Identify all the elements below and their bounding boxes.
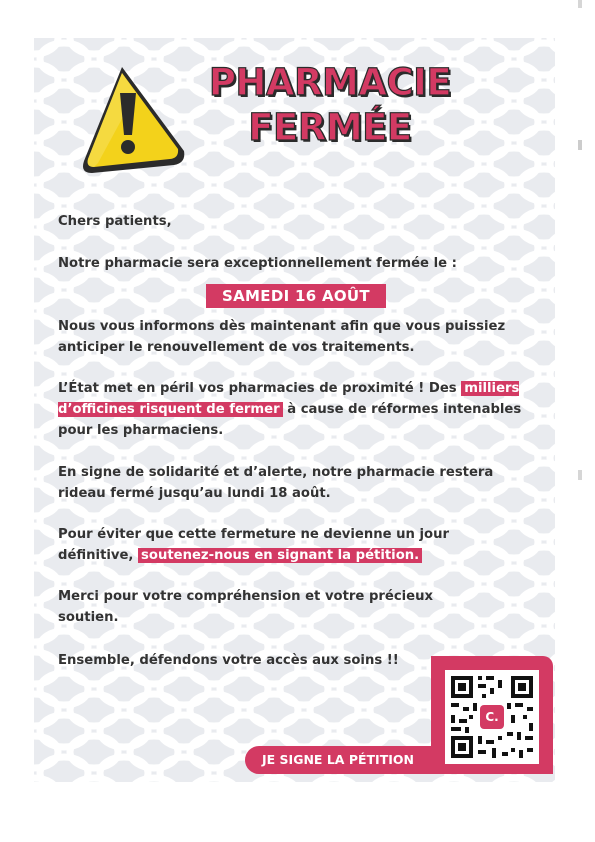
sign-petition-button[interactable]: JE SIGNE LA PÉTITION: [245, 746, 431, 774]
date-badge: SAMEDI 16 AOÛT: [206, 284, 386, 308]
paragraph-state: [58, 378, 526, 441]
paragraph-thanks: Merci pour votre compréhension et votre précieux soutien.: [58, 589, 434, 625]
paragraph-state-start: L’État met en péril vos pharmacies de proximité ! Des: [58, 381, 462, 396]
paragraph-state-end: à cause de réformes intenables pour les pharmaciens.: [58, 402, 522, 438]
headline-line-2: FERMÉE: [248, 106, 412, 149]
paragraph-petition-start: Pour éviter que cette fermeture ne devienne un jour définitive,: [58, 527, 450, 563]
qr-logo-letter: C.: [485, 710, 499, 724]
headline-line-1: PHARMACIE: [208, 61, 452, 104]
closure-announcement: Notre pharmacie sera exceptionnellement fermée le :: [58, 256, 457, 271]
highlight-petition: soutenez-nous en signant la pétition.: [138, 548, 422, 563]
qr-code[interactable]: [445, 670, 539, 764]
scan-edge: [578, 0, 582, 842]
highlight-officines: milliers d’officines risquent de fermer: [58, 381, 520, 417]
paragraph-petition: [58, 524, 488, 566]
greeting: Chers patients,: [58, 214, 172, 229]
paragraph-solidarity: En signe de solidarité et d’alerte, notre pharmacie restera rideau fermé jusqu’au lundi 18 août.: [58, 465, 494, 501]
paragraph-together: Ensemble, défendons votre accès aux soins !!: [58, 653, 399, 668]
headline: [190, 60, 470, 150]
paragraph-inform: Nous vous informons dès maintenant afin que vous puissiez anticiper le renouvellement de vos traitements.: [58, 319, 506, 355]
warning-triangle-icon: [78, 63, 188, 183]
